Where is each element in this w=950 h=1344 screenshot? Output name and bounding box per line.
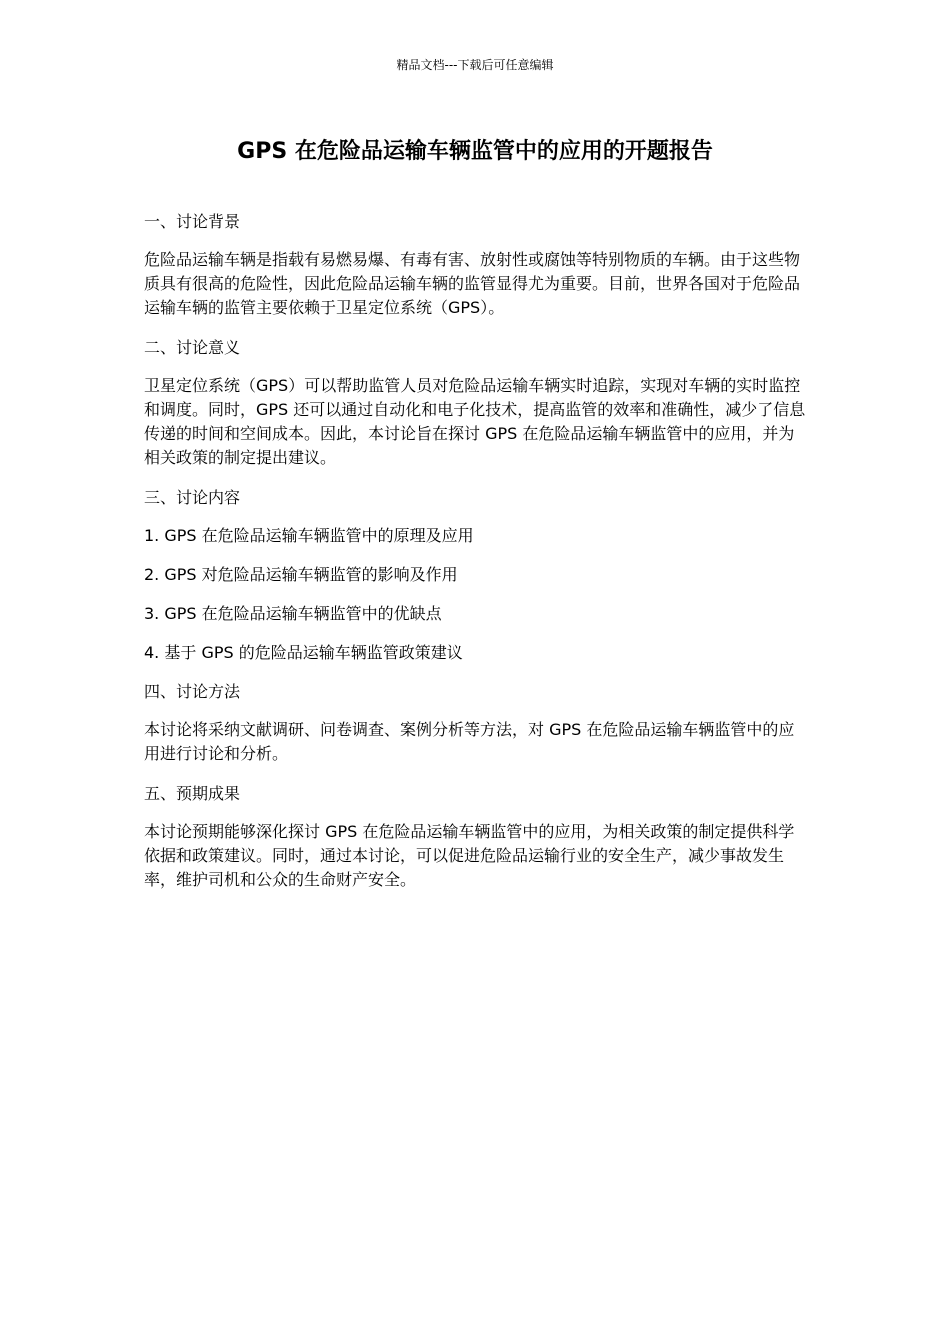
list-item: 4. 基于 GPS 的危险品运输车辆监管政策建议 <box>144 643 463 662</box>
paragraph: 卫星定位系统（GPS）可以帮助监管人员对危险品运输车辆实时追踪，实现对车辆的实时监控和调度。同时，GPS 还可以通过自动化和电子化技术，提高监管的效率和准确性，减少了信息传递的时间和空间成本。因此，本讨论旨在探讨 GPS 在危险品运输车辆监管中的应用，并为相关政策的制定提出建议。 <box>144 376 806 467</box>
paragraph: 本讨论预期能够深化探讨 GPS 在危险品运输车辆监管中的应用，为相关政策的制定提供科学依据和政策建议。同时，通过本讨论，可以促进危险品运输行业的安全生产，减少事故发生率，维护司机和公众的生命财产安全。 <box>144 822 795 889</box>
section-methods <box>144 680 806 766</box>
section-heading: 四、讨论方法 <box>144 682 241 701</box>
section-expected-results <box>144 782 806 892</box>
header-note: 精品文档---下载后可任意编辑 <box>396 58 554 72</box>
section-heading: 一、讨论背景 <box>144 212 241 231</box>
section-content <box>144 486 806 665</box>
document-title: GPS 在危险品运输车辆监管中的应用的开题报告 <box>237 139 713 164</box>
section-heading: 三、讨论内容 <box>144 488 241 507</box>
list-item: 2. GPS 对危险品运输车辆监管的影响及作用 <box>144 565 458 584</box>
section-background <box>144 210 806 320</box>
list-item: 3. GPS 在危险品运输车辆监管中的优缺点 <box>144 604 442 623</box>
paragraph: 本讨论将采纳文献调研、问卷调查、案例分析等方法，对 GPS 在危险品运输车辆监管中的应用进行讨论和分析。 <box>144 720 795 763</box>
section-heading: 五、预期成果 <box>144 784 241 803</box>
section-heading: 二、讨论意义 <box>144 338 241 357</box>
list-item: 1. GPS 在危险品运输车辆监管中的原理及应用 <box>144 526 474 545</box>
section-significance <box>144 336 806 470</box>
document-body <box>144 210 806 908</box>
paragraph: 危险品运输车辆是指载有易燃易爆、有毒有害、放射性或腐蚀等特别物质的车辆。由于这些物质具有很高的危险性，因此危险品运输车辆的监管显得尤为重要。目前，世界各国对于危险品运输车辆的监管主要依赖于卫星定位系统（GPS）。 <box>144 250 801 317</box>
